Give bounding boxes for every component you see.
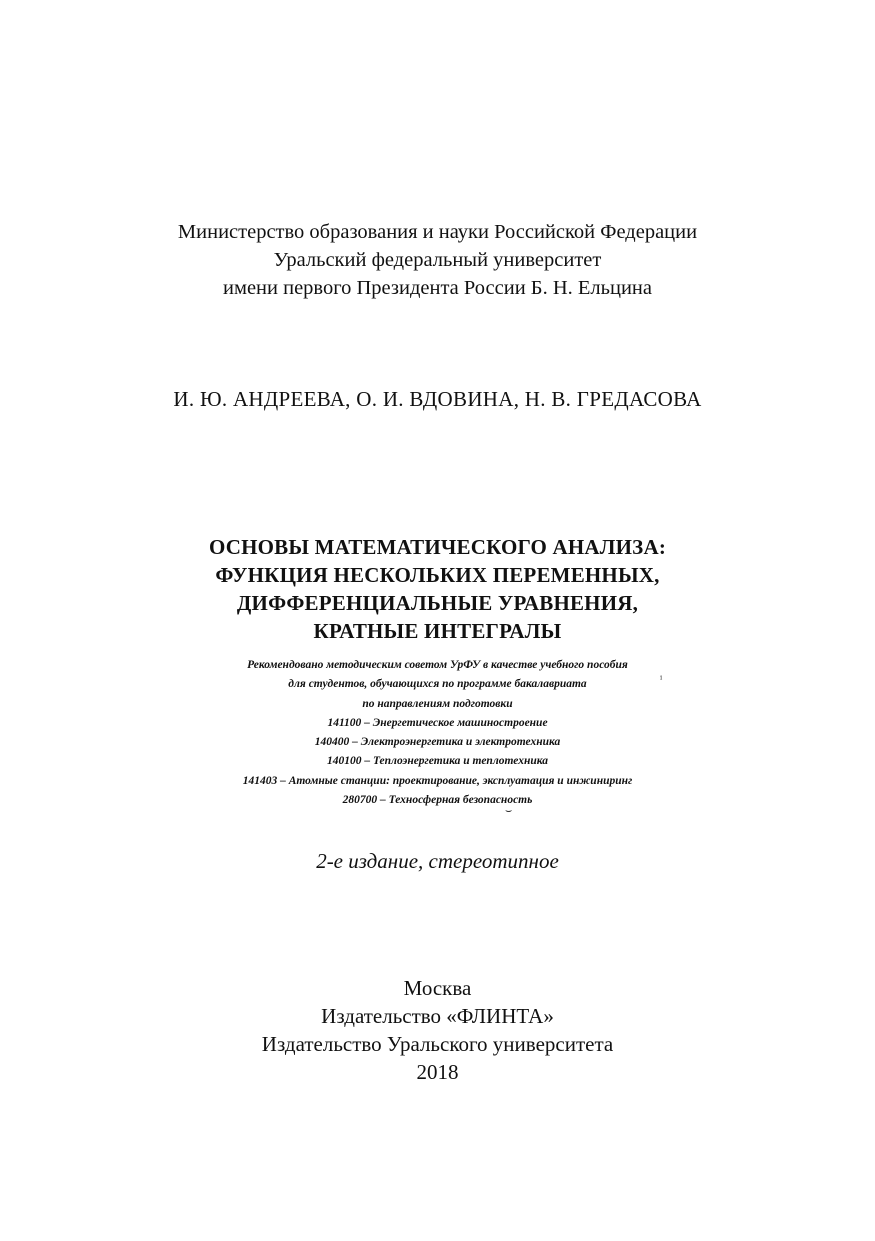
recommendation-line: по направлениям подготовки [362,697,513,710]
authors: И. Ю. АНДРЕЕВА, О. И. ВДОВИНА, Н. В. ГРЕДАСОВА [173,387,702,411]
publication-year: 2018 [416,1060,459,1084]
edition: 2-е издание, стереотипное [316,849,559,873]
program-line: 140400 – Электроэнергетика и электротехника [314,736,561,749]
city: Москва [403,976,472,1000]
program-line: 140100 – Теплоэнергетика и теплотехника [326,755,549,768]
ministry-line: Министерство образования и науки Российской Федерации [177,221,698,243]
scan-speck-icon: ⁱ [660,674,663,686]
recommendation-line: для студентов, обучающихся по программе бакалавриата [288,678,587,691]
title-line: КРАТНЫЕ ИНТЕГРАЛЫ [313,619,562,643]
recommendation-line: Рекомендовано методическим советом УрФУ в качестве учебного пособия [247,659,628,671]
university-name-line: имени первого Президента России Б. Н. Ельцина [223,277,652,299]
title-line: ОСНОВЫ МАТЕМАТИЧЕСКОГО АНАЛИЗА: [208,535,667,559]
publisher-block [0,974,875,1086]
university-line: Уральский федеральный университет [273,249,602,271]
scan-mark-icon: ⌣ [505,805,513,817]
program-line: 280700 – Техносферная безопасность [342,794,533,807]
recommendation [0,656,875,810]
ministry-header [0,218,875,302]
title-line: ДИФФЕРЕНЦИАЛЬНЫЕ УРАВНЕНИЯ, [236,591,639,615]
program-line: 141403 – Атомные станции: проектирование, эксплуатация и инжиниринг [242,774,633,787]
title-line: ФУНКЦИЯ НЕСКОЛЬКИХ ПЕРЕМЕННЫХ, [215,563,660,587]
publisher-name: Издательство «ФЛИНТА» [321,1004,554,1028]
program-line: 141100 – Энергетическое машиностроение [327,716,548,729]
book-title [0,533,875,645]
publisher-name: Издательство Уральского университета [261,1032,614,1056]
